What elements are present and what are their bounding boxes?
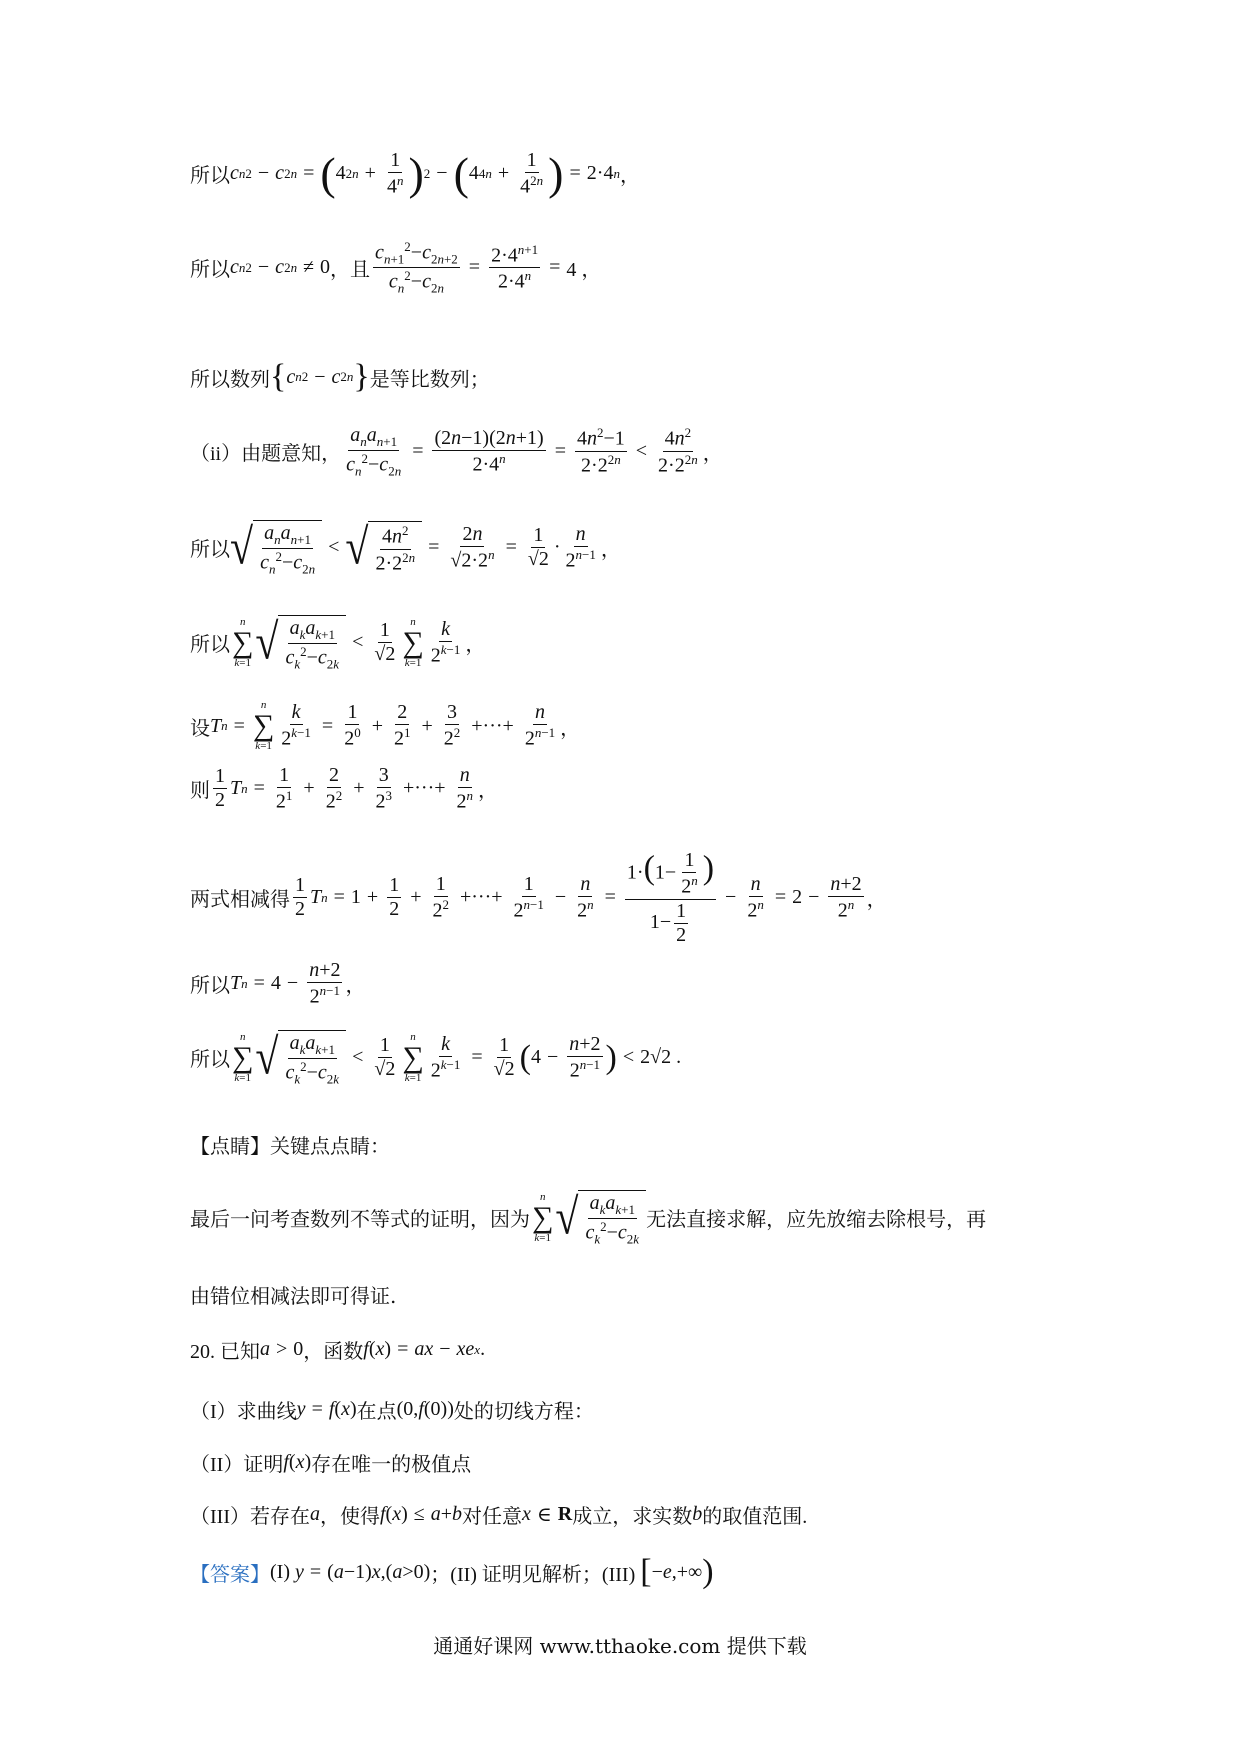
text: 所以: [190, 539, 230, 562]
question-20-part-2: （II）证明 f ( x ) 存在唯一的极值点: [190, 1448, 471, 1477]
text: ，使得: [319, 1506, 380, 1528]
explanation-line-2: [190, 1280, 396, 1309]
text: 【点睛】关键点点睛：: [190, 1134, 390, 1158]
text: 所以: [190, 1049, 230, 1072]
step-line-10: 所以 T n = 4 − $\frac{n+2}{2^{n-1}}$ ，: [190, 959, 366, 1008]
key-point-heading: [190, 1130, 390, 1159]
step-line-3: 所以数列 { c n 2 − c 2n } 是等比数列；: [190, 358, 490, 395]
text: 所以: [190, 634, 230, 657]
explanation-line: 最后一问考查数列不等式的证明，因为 n ∑ k=1 √ $\frac{a_ka_{k+1}}{c_k^2-c_{2k}}$ 无法直接求解，应先放缩去除根号，再: [190, 1190, 987, 1247]
text: （II）证明: [190, 1454, 284, 1476]
step-line-1: 所以 c n 2 − c 2n = ( 4 2n + $\frac{1}{4^n}$ ) 2 − ( 4 4n + $\frac{1}{4^{2n}}$ ) = 2·4 n ，: [190, 147, 640, 199]
step-line-4: （ii）由题意知， $\frac{a_na_{n+1}}{c_n^2-c_{2n}}$ = $\frac{(2n-1)(2n+1)}{2\cdot 4^n}$ = $\frac{4n^2-1}{2\cdot 2^{2n}}$ < $\frac{4n^2}{2\cdot 2^{2n}}$ ，: [190, 424, 723, 479]
text: 最后一问考查数列不等式的证明，因为: [190, 1209, 530, 1232]
text: 在点: [356, 1401, 397, 1423]
text: 则: [190, 780, 210, 803]
text: 所以数列: [190, 368, 270, 391]
text: 存在唯一的极值点: [311, 1454, 472, 1476]
step-line-8: 则 $\frac{1}{2}$ T n = $\frac{1}{2^1}$ + $\frac{2}{2^2}$ + $\frac{3}{2^3}$ +···+ $\frac{n}{2^n}$ ，: [190, 764, 499, 813]
text: 两式相减得: [190, 889, 290, 912]
text: 所以: [190, 259, 230, 282]
answer-line: 【答案】 (I) y = ( a −1) x ,( a >0) ；(II) 证明见解析；(III) [ − e ,+∞ ): [190, 1553, 714, 1590]
step-line-5: 所以 √ $\frac{a_na_{n+1}}{c_n^2-c_{2n}}$ < √ $\frac{4n^2}{2\cdot 2^{2n}}$ = $\frac{2n}{√2\cdot 2^n}$ = $\frac{1}{√2}$ · $\frac{n}{2^{n-1}}$ ，: [190, 520, 621, 577]
text: 无法直接求解，应先放缩去除根号，再: [646, 1209, 987, 1232]
answer-label: 【答案】: [190, 1563, 270, 1586]
step-line-6: 所以 n ∑ k=1 √ $\frac{a_ka_{k+1}}{c_k^2-c_{2k}}$ < $\frac{1}{√2}$ n ∑ k=1 $\frac{k}{2^{k-1}}$ ，: [190, 615, 486, 672]
text: （I）求曲线: [190, 1401, 297, 1423]
question-20: 20. 已知 a > 0 ，函数 f ( x ) = ax − xe x .: [190, 1335, 485, 1364]
text: （ii）由题意知，: [190, 442, 342, 465]
page-footer: 通通好课网 www.tthaoke.com 提供下载: [433, 1634, 807, 1658]
text: (I): [270, 1560, 290, 1583]
text: ，且: [330, 259, 371, 282]
step-line-2: 所以 c n 2 − c 2n ≠ 0 ，且 $\frac{c_{n+1}^2-c_{2n+2}}{c_n^2-c_{2n}}$ = $\frac{2\cdot 4^{n+1}}{2\cdot 4^n}$ = 4 ，: [190, 239, 602, 296]
text: 所以: [190, 165, 230, 188]
text: 20. 已知: [190, 1341, 260, 1363]
text: 处的切线方程：: [453, 1401, 594, 1423]
question-20-part-1: （I）求曲线 y = f ( x ) 在点 (0, f (0)) 处的切线方程：: [190, 1395, 594, 1424]
text: 是等比数列；: [369, 368, 490, 391]
step-line-9: 两式相减得 $\frac{1}{2}$ T n = 1 + $\frac{1}{2}$ + $\frac{1}{2^2}$ +···+ $\frac{1}{2^{n-1}}$ − $\frac{n}{2^n}$ = 1·(1− $\frac{1}{2^n}$ ) 1− $\frac{1}{2}$ − $\frac{n}{2^n}$ = 2 − $\frac{n+2}{2^n}$ ，: [190, 849, 887, 946]
text: 所以: [190, 975, 230, 998]
text: 的取值范围.: [702, 1506, 808, 1528]
text: 设: [190, 717, 210, 740]
text: ；(II) 证明见解析；(III): [430, 1563, 636, 1586]
text: （III）若存在: [190, 1506, 310, 1528]
step-line-7: 设 T n = n ∑ k=1 $\frac{k}{2^{k-1}}$ = $\frac{1}{2^0}$ + $\frac{2}{2^1}$ + $\frac{3}{2^2}$ +···+ $\frac{n}{2^{n-1}}$ ，: [190, 699, 581, 752]
question-20-part-3: （III）若存在 a ，使得 f ( x ) ≤ a + b 对任意 x ∈ R 成立，求实数 b 的取值范围.: [190, 1500, 807, 1529]
text: 由错位相减法即可得证.: [190, 1284, 397, 1308]
text: 成立，求实数: [572, 1506, 693, 1528]
text: 对任意: [462, 1506, 523, 1528]
step-line-11: 所以 n ∑ k=1 √ $\frac{a_ka_{k+1}}{c_k^2-c_{2k}}$ < $\frac{1}{√2}$ n ∑ k=1 $\frac{k}{2^{k-1}}$ = $\frac{1}{√2}$ ( 4 − $\frac{n+2}{2^{n-1}}$ ) < 2√2 .: [190, 1030, 682, 1087]
text: ，函数: [303, 1341, 364, 1363]
